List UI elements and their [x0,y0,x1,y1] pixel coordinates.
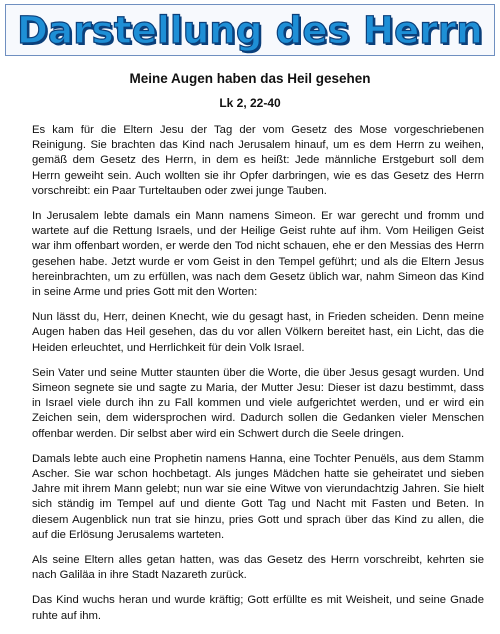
paragraph: Nun lässt du, Herr, deinen Knecht, wie du gesagt hast, in Frieden scheiden. Denn meine Augen haben das Heil gesehen, das du vor allen Völkern bereitet hast, ein Licht, das die Heiden erleuchtet, und Herrlichkeit für dein Volk Israel. [32,311,484,354]
paragraph: In Jerusalem lebte damals ein Mann namens Simeon. Er war gerecht und fromm und wartete auf die Rettung Israels, und der Heilige Geist ruhte auf ihm. Vom Heiligen Geist war ihm offenbart worden, er werde den Tod nicht schauen, ehe er den Messias des Herrn gesehen habe. Jetzt wurde er vom Geist in den Tempel geführt; und als die Eltern Jesus hereinbrachten, um zu erfüllen, was nach dem Gesetz üblich war, nahm Simeon das Kind in seine Arme und pries Gott mit den Worten: [32,210,484,299]
bible-reference: Lk 2, 22-40 [219,96,281,110]
paragraph: Das Kind wuchs heran und wurde kräftig; Gott erfüllte es mit Weisheit, und seine Gnade ruhte auf ihm. [32,594,484,622]
title-banner [5,4,495,56]
paragraph: Es kam für die Eltern Jesu der Tag der vom Gesetz des Mose vorgeschriebenen Reinigung. Sie brachten das Kind nach Jerusalem hinauf, um es dem Herrn zu weihen, gemäß dem Gesetz des Herrn, in dem es heißt: Jede männliche Erstgeburt soll dem Herrn geweiht sein. Auch wollten sie ihr Opfer darbringen, wie es das Gesetz des Herrn vorschreibt: ein Paar Turteltauben oder zwei junge Tauben. [32,124,484,197]
paragraph: Als seine Eltern alles getan hatten, was das Gesetz des Herrn vorschreibt, kehrten sie nach Galiläa in ihre Stadt Nazareth zurück. [32,554,484,582]
paragraph: Sein Vater und seine Mutter staunten über die Worte, die über Jesus gesagt wurden. Und Simeon segnete sie und sagte zu Maria, der Mutter Jesu: Dieser ist dazu bestimmt, dass in Israel viele durch ihn zu Fall kommen und viele aufgerichtet werden, und er wird ein Zeichen sein, dem widersprochen wird. Dadurch sollen die Gedanken vieler Menschen offenbar werden. Dir selbst aber wird ein Schwert durch die Seele dringen. [32,366,484,440]
gospel-text [32,123,484,634]
subtitle: Meine Augen haben das Heil gesehen [129,71,371,86]
page-title: Darstellung des Herrn [17,8,483,52]
paragraph: Damals lebte auch eine Prophetin namens Hanna, eine Tochter Penuëls, aus dem Stamm Ascher. Sie war schon hochbetagt. Als junges Mädchen hatte sie geheiratet und sieben Jahre mit ihrem Mann gelebt; nun war sie eine Witwe von vierundachtzig Jahren. Sie hielt sich ständig im Tempel auf und diente Gott Tag und Nacht mit Fasten und Beten. In diesem Augenblick nun trat sie hinzu, pries Gott und sprach über das Kind zu allen, die auf die Erlösung Jerusalems warteten. [32,452,484,541]
